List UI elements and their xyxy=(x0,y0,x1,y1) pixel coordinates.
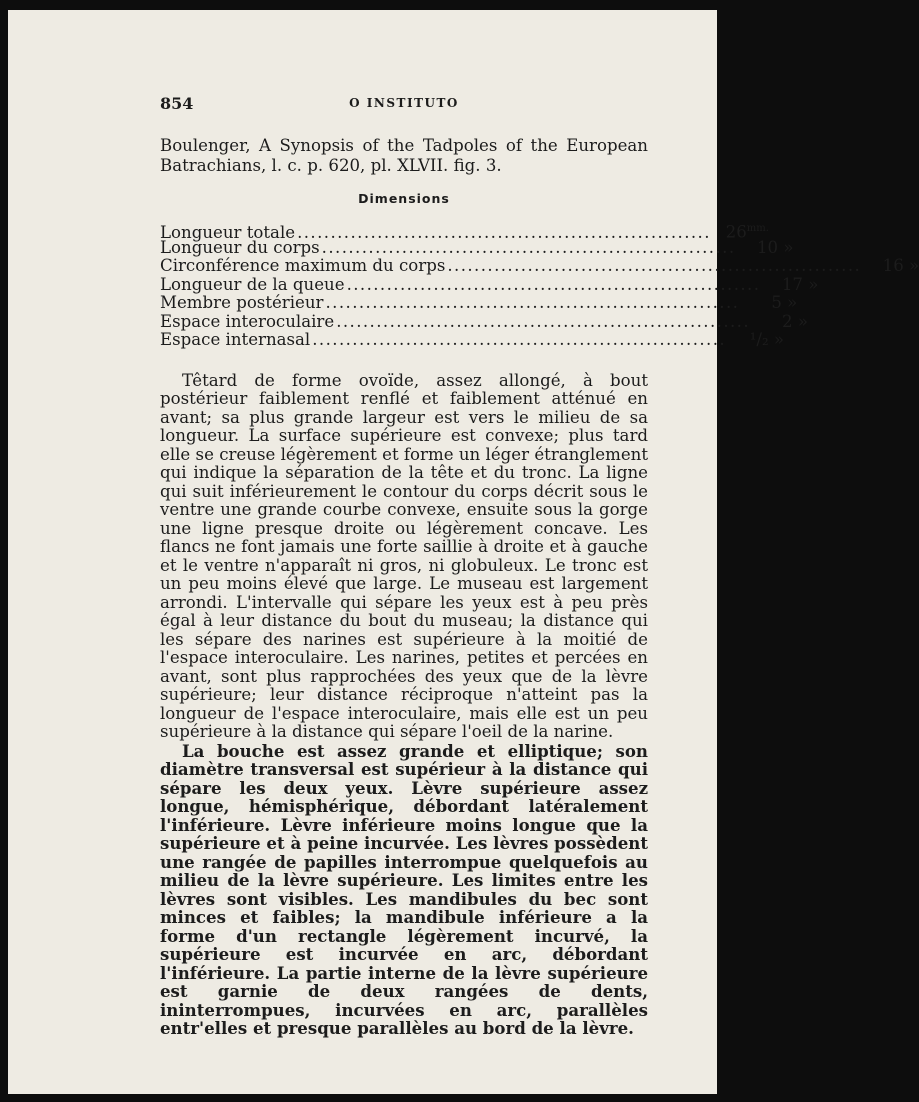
dot-leader: .............................................................. xyxy=(346,274,761,294)
dimension-row xyxy=(160,293,798,313)
dimension-label: Longueur totale xyxy=(160,222,296,242)
dot-leader: .............................................................. xyxy=(325,293,740,312)
page-header xyxy=(160,94,648,116)
dimensions-title: Dimensions xyxy=(358,191,450,206)
dimension-row xyxy=(160,220,769,242)
dimension-label: Membre postérieur xyxy=(160,293,324,312)
dot-leader: .............................................................. xyxy=(297,222,711,242)
body-paragraph: La bouche est assez grande et elliptique; son diamètre transversal est supérieur à la distance qui sépare les deux yeux. Lèvre supérieure assez longue, hémisphérique, débordant latéralement l'inférieure. Lèvre inférieure moins longue que la supérieure et à peine incurvée. Les lèvres possèdent une rangée de papilles interrompue quelquefois au milieu de la lèvre supérieure. Les limites entre les lèvres sont visibles. Les mandibules du bec sont minces et faibles; la mandibule inférieure a la forme d'un rectangle légèrement incurvé, la supérieure est incurvée en arc, débordant l'inférieure. La partie interne de la lèvre supérieure est garnie de deux rangées de dents, ininterrompues, incurvées en arc, parallèles entr'elles et presque parallèles au bord de la lèvre. xyxy=(160,740,648,1038)
dimension-value: 5 » xyxy=(771,293,798,312)
page-content xyxy=(160,94,919,1038)
dimension-value: 17 » xyxy=(781,274,819,294)
dimensions-table xyxy=(160,220,919,350)
dimension-value: 16 » xyxy=(882,256,919,275)
running-title: O INSTITUTO xyxy=(349,96,459,110)
dimension-label: Longueur du corps xyxy=(160,237,320,257)
dimension-row xyxy=(160,330,785,350)
dimension-value: 10 » xyxy=(756,237,794,257)
dimension-label: Espace internasal xyxy=(160,330,311,349)
dot-leader: .............................................................. xyxy=(312,330,727,349)
dimension-label: Longueur de la queue xyxy=(160,274,345,294)
book-page xyxy=(8,10,919,1094)
page-number: 854 xyxy=(160,94,194,113)
dimension-row xyxy=(160,311,809,332)
body-paragraph: Têtard de forme ovoïde, assez allongé, à bout postérieur faiblement renflé et faiblement atténué en avant; sa plus grande largeur est vers le milieu de sa longueur. La surface supérieure est convexe; plus tard elle se creuse légèrement et forme un léger étranglement qui indique la séparation de la tête et du tronc. La ligne qui suit inférieurement le contour du corps décrit sous le ventre une grande courbe convexe, ensuite sous la gorge une ligne presque droite ou légèrement concave. Les flancs ne font jamais une forte saillie à droite et à gauche et le ventre n'apparaît ni gros, ni globuleux. Le tronc est un peu moins élevé que large. Le museau est largement arrondi. L'intervalle qui sépare les yeux est à peu près égal à leur distance du bout du museau; la distance qui les sépare des narines est supérieure à la moitié de l'espace interoculaire. Les narines, petites et percées en avant, sont plus rapprochées des yeux que de la lèvre supérieure; leur distance réciproque n'atteint pas la longueur de l'espace interoculaire, mais elle est un peu supérieure à la distance qui sépare l'oeil de la narine. xyxy=(160,370,648,741)
citation: Boulenger, A Synopsis of the Tadpoles of the European Batrachians, l. c. p. 620, pl. XLVII. fig. 3. xyxy=(160,136,648,175)
dimension-row xyxy=(160,256,919,276)
dimension-value: 2 » xyxy=(782,311,809,331)
dimension-row xyxy=(160,274,819,295)
dimension-label: Espace interoculaire xyxy=(160,311,335,331)
dimension-value: ¹/₂ » xyxy=(749,330,785,349)
dot-leader: .............................................................. xyxy=(447,256,862,275)
dot-leader: .............................................................. xyxy=(336,311,751,331)
dimension-value: $26^{mm.}$ xyxy=(725,222,769,242)
dimension-label: Circonférence maximum du corps xyxy=(160,256,446,275)
unit-superscript: mm. xyxy=(746,223,769,234)
dimension-row xyxy=(160,237,794,258)
dot-leader: .............................................................. xyxy=(321,237,736,257)
